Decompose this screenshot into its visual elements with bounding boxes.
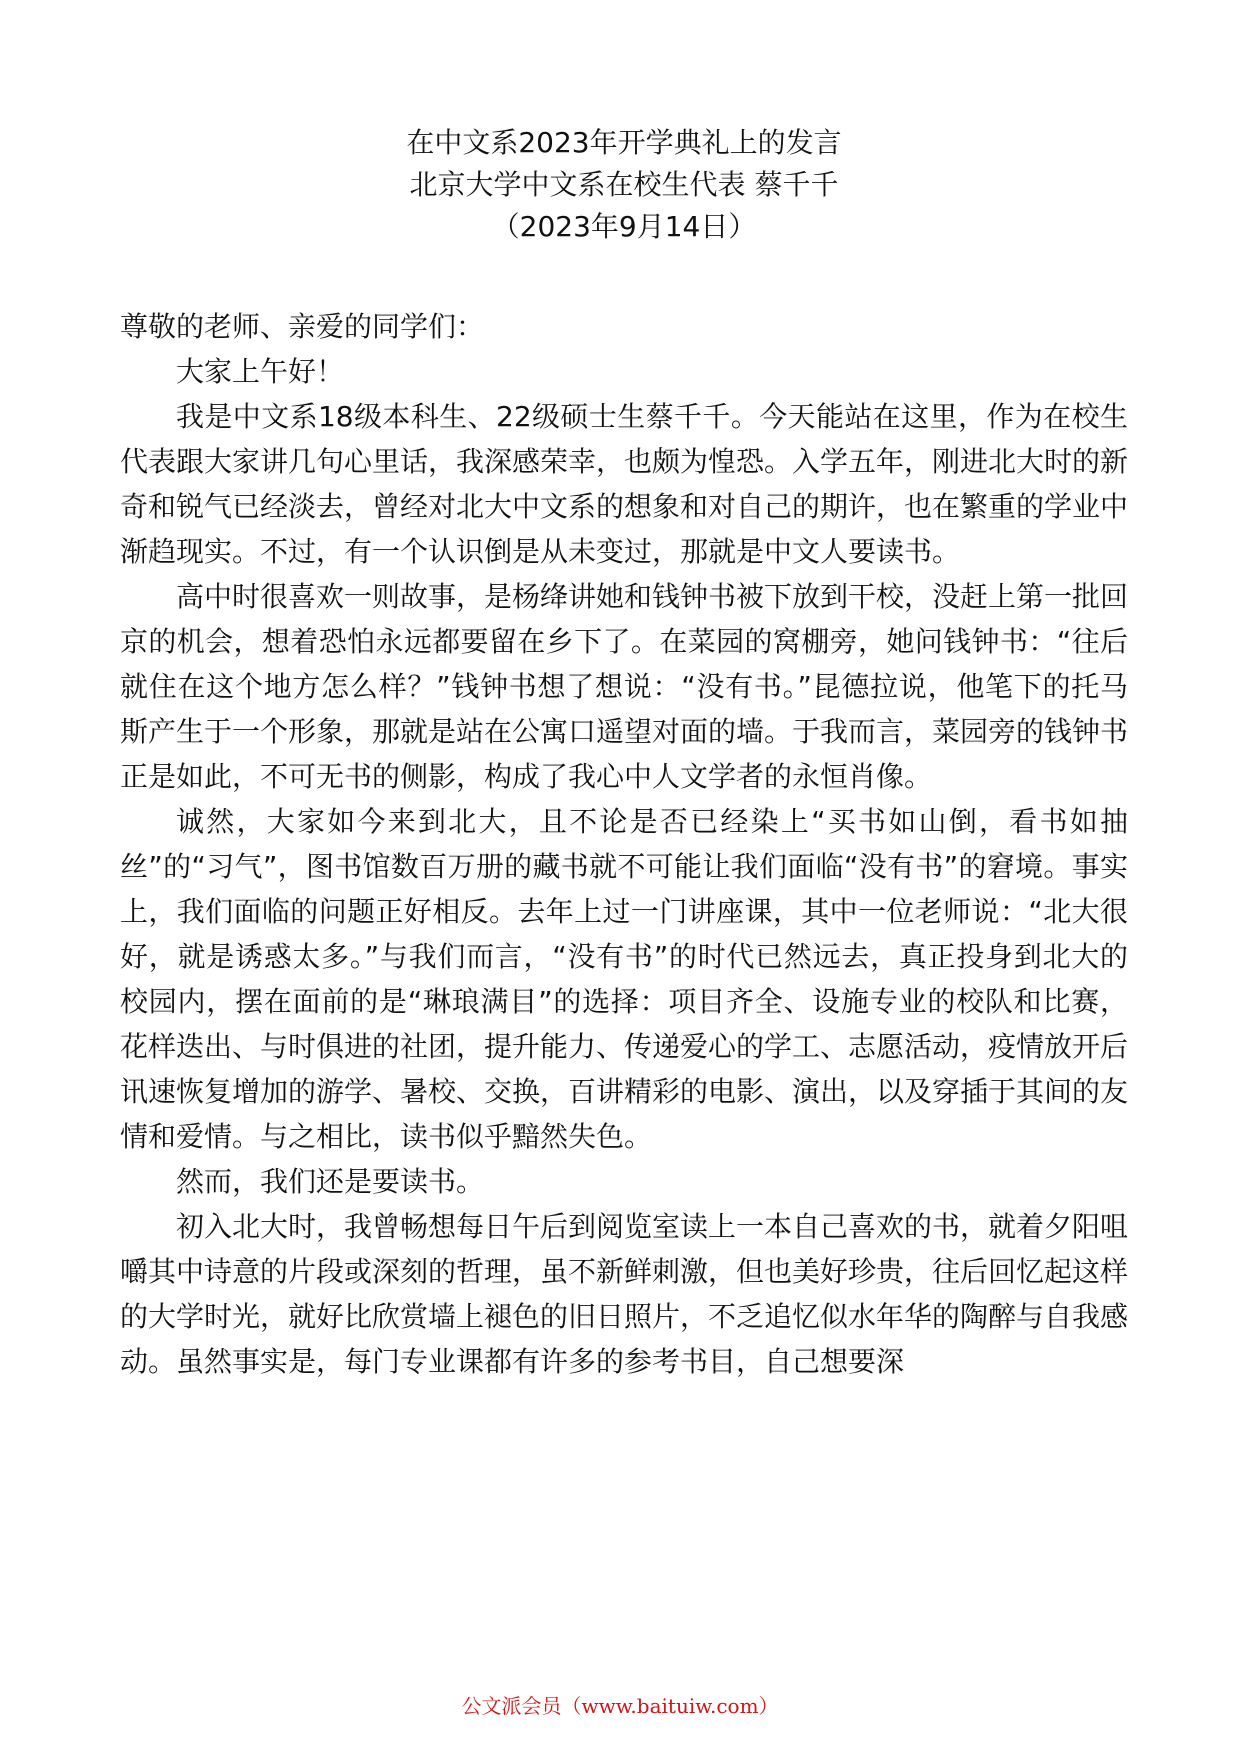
speaker-line: 北京大学中文系在校生代表 蔡千千	[409, 168, 839, 201]
paragraph: 然而，我们还是要读书。	[176, 1165, 485, 1198]
document-title: 在中文系2023年开学典礼上的发言	[406, 126, 842, 159]
speech-date: （2023年9月14日）	[491, 210, 757, 243]
paragraph: 诚然，大家如今来到北大，且不论是否已经染上“买书如山倒，看书如抽丝”的“习气”，图书馆数百万册的藏书就不可能让我们面临“没有书”的窘境。事实上，我们面临的问题正好相反。去年上过一门讲座课，其中一位老师说：“北大很好，就是诱惑太多。”与我们而言，“没有书”的时代已然远去，真正投身到北大的校园内，摆在面前的是“琳琅满目”的选择：项目齐全、设施专业的校队和比赛，花样迭出、与时俱进的社团，提升能力、传递爱心的学工、志愿活动，疫情放开后讯速恢复增加的游学、暑校、交换，百讲精彩的电影、演出，以及穿插于其间的友情和爱情。与之相比，读书似乎黯然失色。	[120, 805, 1129, 1153]
document-header	[120, 122, 1128, 248]
paragraph: 我是中文系18级本科生、22级硕士生蔡千千。今天能站在这里，作为在校生代表跟大家讲几句心里话，我深感荣幸，也颇为惶恐。入学五年，刚进北大时的新奇和锐气已经淡去，曾经对北大中文系的想象和对自己的期许，也在繁重的学业中渐趋现实。不过，有一个认识倒是从未变过，那就是中文人要读书。	[120, 400, 1129, 568]
paragraph: 高中时很喜欢一则故事，是杨绛讲她和钱钟书被下放到干校，没赶上第一批回京的机会，想着恐怕永远都要留在乡下了。在菜园的窝棚旁，她问钱钟书：“往后就住在这个地方怎么样？”钱钟书想了想说：“没有书。”昆德拉说，他笔下的托马斯产生于一个形象，那就是站在公寓口遥望对面的墙。于我而言，菜园旁的钱钟书正是如此，不可无书的侧影，构成了我心中人文学者的永恒肖像。	[120, 580, 1129, 793]
document-body	[120, 304, 1128, 1384]
salutation: 尊敬的老师、亲爱的同学们：	[120, 310, 485, 343]
paragraph-greeting: 大家上午好！	[176, 355, 345, 388]
watermark-footer: 公文派会员（www.baituiw.com）	[461, 1694, 779, 1718]
paragraph: 初入北大时，我曾畅想每日午后到阅览室读上一本自己喜欢的书，就着夕阳咀嚼其中诗意的片段或深刻的哲理，虽不新鲜刺激，但也美好珍贵，往后回忆起这样的大学时光，就好比欣赏墙上褪色的旧日照片，不乏追忆似水年华的陶醉与自我感动。虽然事实是，每门专业课都有许多的参考书目，自己想要深	[120, 1210, 1129, 1378]
